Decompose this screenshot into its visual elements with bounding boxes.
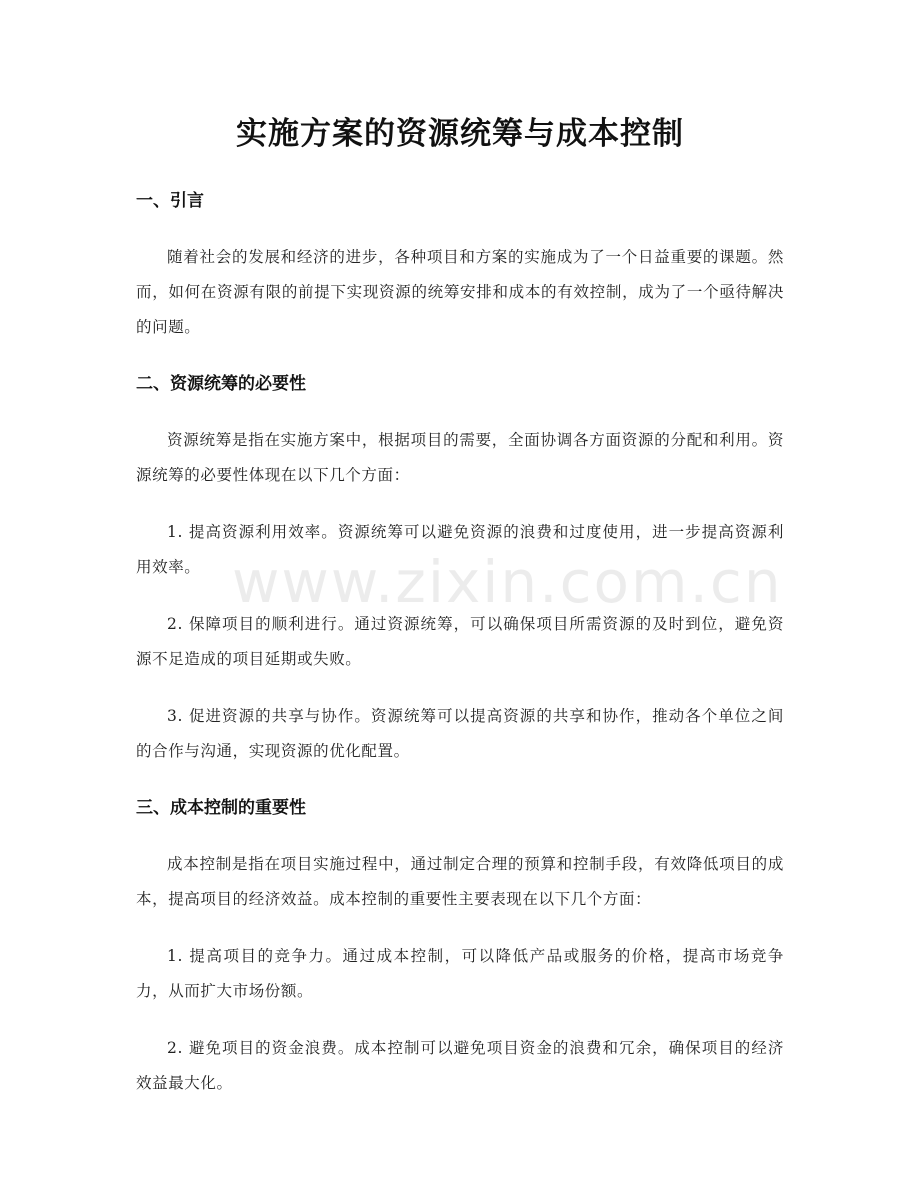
paragraph: 随着社会的发展和经济的进步，各种项目和方案的实施成为了一个日益重要的课题。然而，如何在资源有限的前提下实现资源的统筹安排和成本的有效控制，成为了一个亟待解决的问题。	[136, 248, 784, 336]
section-heading-cost-control: 三、成本控制的重要性	[136, 798, 306, 818]
paragraph: 成本控制是指在项目实施过程中，通过制定合理的预算和控制手段，有效降低项目的成本，提高项目的经济效益。成本控制的重要性主要表现在以下几个方面：	[136, 855, 784, 908]
paragraph: 资源统筹是指在实施方案中，根据项目的需要，全面协调各方面资源的分配和利用。资源统筹的必要性体现在以下几个方面：	[136, 431, 784, 484]
watermark: www.zixin.com.cn	[232, 548, 783, 616]
list-item-paragraph: 1. 提高资源利用效率。资源统筹可以避免资源的浪费和过度使用，进一步提高资源利用效率。	[136, 523, 784, 576]
document-body	[136, 186, 784, 1101]
list-item-paragraph: 3. 促进资源的共享与协作。资源统筹可以提高资源的共享和协作，推动各个单位之间的合作与沟通，实现资源的优化配置。	[136, 707, 784, 760]
list-item-paragraph: 2. 保障项目的顺利进行。通过资源统筹，可以确保项目所需资源的及时到位，避免资源不足造成的项目延期或失败。	[136, 615, 784, 668]
document-title: 实施方案的资源统筹与成本控制	[236, 116, 684, 152]
section-heading-resource-coordination: 二、资源统筹的必要性	[136, 374, 306, 394]
section-heading-intro: 一、引言	[136, 191, 204, 211]
list-item-paragraph: 1. 提高项目的竞争力。通过成本控制，可以降低产品或服务的价格，提高市场竞争力，从而扩大市场份额。	[136, 947, 784, 1000]
list-item-paragraph: 2. 避免项目的资金浪费。成本控制可以避免项目资金的浪费和冗余，确保项目的经济效益最大化。	[136, 1039, 784, 1092]
